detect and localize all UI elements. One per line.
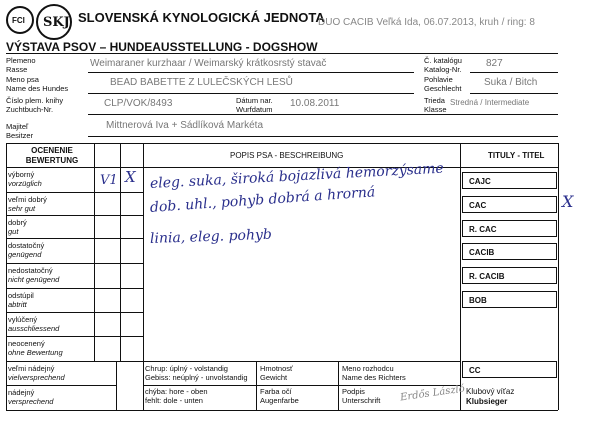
- title-rcacib[interactable]: R. CACIB: [462, 267, 557, 284]
- cac-mark: X: [562, 192, 574, 211]
- skj-logo: SKJ: [36, 4, 72, 40]
- name-label: Meno psa Name des Hundes: [6, 75, 69, 93]
- class-label: Trieda Klasse: [424, 96, 447, 114]
- class-value: Stredná / Intermediate: [450, 98, 530, 107]
- catalog-value: 827: [486, 58, 503, 69]
- club-winner-label: Klubový víťaz Klubsieger: [466, 387, 515, 406]
- title-bob[interactable]: BOB: [462, 291, 557, 308]
- grade-row[interactable]: dostatočný genügend: [8, 241, 45, 259]
- studbook-label: Číslo plem. knihy Zuchtbuch-Nr.: [6, 96, 64, 114]
- event-line: DUO CACIB Veľká Ida, 06.07.2013, kruh / ring: 8: [318, 17, 535, 28]
- breed-label: Plemeno Rasse: [6, 56, 36, 74]
- grade-row[interactable]: neocenený ohne Bewertung: [8, 339, 63, 357]
- grade-row[interactable]: výborný vorzüglich: [8, 170, 42, 188]
- title-cc[interactable]: CC: [462, 361, 557, 378]
- owner-label: Majiteľ Besitzer: [6, 122, 34, 140]
- description-line-1: eleg. suka, široká bojazlivá hemorzýsame: [149, 160, 445, 192]
- sex-value: Suka / Bitch: [484, 77, 538, 88]
- fci-logo: FCI: [6, 6, 34, 34]
- org-name: SLOVENSKÁ KYNOLOGICKÁ JEDNOTA: [78, 10, 325, 25]
- grade-cross: X: [125, 168, 136, 186]
- grade-row[interactable]: veľmi dobrý sehr gut: [8, 195, 47, 213]
- owner-value: Mittnerová Iva + Sádlíková Markéta: [106, 120, 264, 131]
- description-line-3: linia, eleg. pohyb: [149, 226, 273, 247]
- grade-row[interactable]: odstúpil abtritt: [8, 291, 34, 309]
- grade-row[interactable]: nedostatočný nicht genügend: [8, 266, 60, 284]
- titles-header: TITULY - TITEL: [488, 151, 545, 160]
- catalog-label: Č. katalógu Katalog-Nr.: [424, 56, 462, 74]
- dob-value: 10.08.2011: [290, 98, 340, 109]
- weight-label: Hmotnosť Gewicht: [260, 364, 293, 382]
- title-rcac[interactable]: R. CAC: [462, 220, 557, 237]
- grading-header: OCENENIE BEWERTUNG: [25, 146, 79, 165]
- title-cacib[interactable]: CACIB: [462, 243, 557, 260]
- teeth-label: Chrup: úplný - volstandig Gebiss: neúplný - unvolstandig: [145, 364, 248, 382]
- judge-signature: Erdős László: [399, 383, 466, 404]
- dog-name-value: BEAD BABETTE Z LULEČSKÝCH LESŮ: [110, 77, 293, 88]
- title-cac[interactable]: CAC: [462, 196, 557, 213]
- grade-row[interactable]: dobrý gut: [8, 218, 27, 236]
- grade-row[interactable]: vylúčený ausschliessend: [8, 315, 60, 333]
- breed-value: Weimaraner kurzhaar / Weimarský krátkosrstý stavač: [90, 58, 327, 69]
- judge-label: Meno rozhodcu Name des Richters: [342, 364, 406, 382]
- studbook-value: CLP/VOK/8493: [104, 98, 173, 109]
- grade-row[interactable]: nádejný versprechend: [8, 388, 54, 406]
- title-cajc[interactable]: CAJC: [462, 172, 557, 189]
- missing-label: chýba: hore - oben fehlt: dole - unten: [145, 387, 208, 405]
- description-header: POPIS PSA - BESCHREIBUNG: [230, 151, 344, 160]
- description-line-2: dob. uhl., pohyb dobrá a hrorná: [149, 184, 376, 216]
- eyes-label: Farba očí Augenfarbe: [260, 387, 299, 405]
- grade-mark: V1: [100, 173, 118, 188]
- signature-label: Podpis Unterschrift: [342, 387, 381, 405]
- sex-label: Pohlavie Geschlecht: [424, 75, 462, 93]
- grade-row[interactable]: veľmi nádejný vielversprechend: [8, 364, 65, 382]
- dob-label: Dátum nar. Wurfdatum: [236, 96, 273, 114]
- show-title: VÝSTAVA PSOV – HUNDEAUSSTELLUNG - DOGSHOW: [6, 40, 318, 54]
